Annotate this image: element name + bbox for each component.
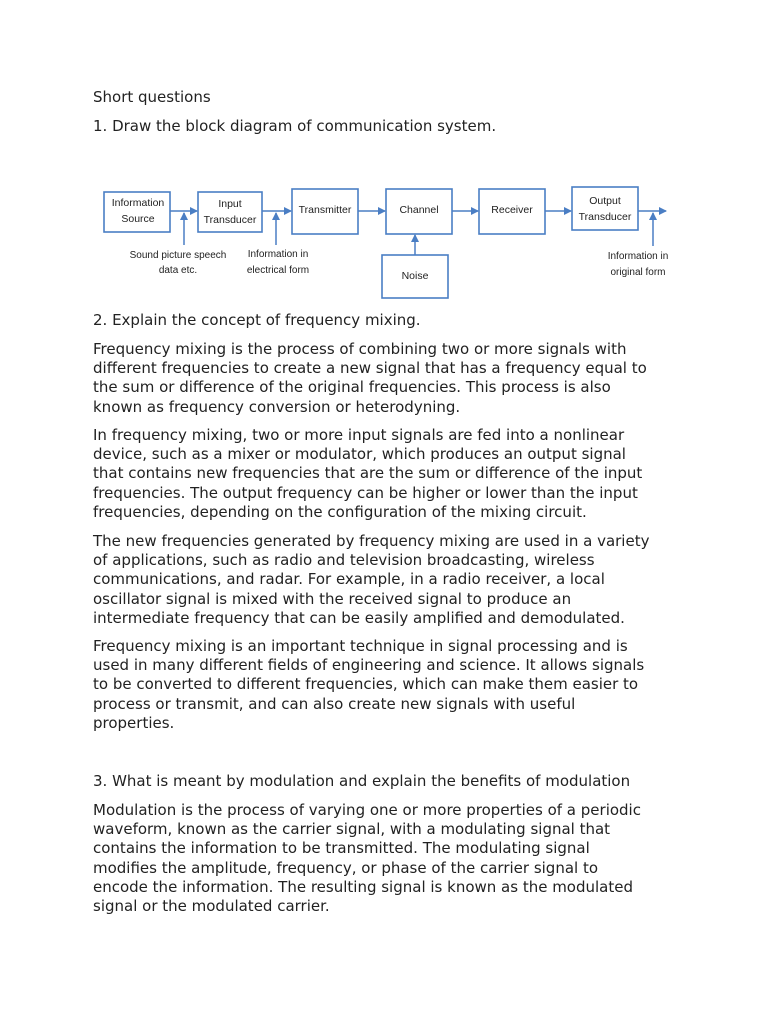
paragraph-line: In frequency mixing, two or more input signals are fed into a nonlinear — [93, 426, 625, 444]
paragraph-line: frequencies, depending on the configuration of the mixing circuit. — [93, 502, 587, 521]
paragraph-1 — [93, 340, 683, 417]
paragraph-line: encode the information. The resulting signal is known as the modulated — [93, 877, 634, 896]
question-2: 2. Explain the concept of frequency mixing. — [93, 311, 421, 329]
annotation-electrical-1: Information in — [247, 249, 309, 260]
question-1: 1. Draw the block diagram of communication system. — [93, 117, 497, 135]
label-output-transducer-1: Output — [589, 195, 621, 207]
annotation-original-2: original form — [610, 267, 666, 278]
paragraph-4 — [93, 637, 683, 733]
question-3: 3. What is meant by modulation and explain the benefits of modulation — [93, 772, 631, 790]
paragraph-line: Frequency mixing is an important technique in signal processing and is — [93, 637, 628, 655]
paragraph-line: intermediate frequency that can be easily amplified and demodulated. — [93, 608, 625, 627]
label-channel: Channel — [399, 204, 439, 216]
paragraph-line: Frequency mixing is the process of combining two or more signals with — [93, 340, 627, 358]
paragraph-line: process or transmit, and can also create new signals with useful — [93, 694, 576, 713]
paragraph-line: different frequencies to create a new signal that has a frequency equal to — [93, 359, 647, 378]
annotation-sound-1: Sound picture speech — [129, 250, 227, 261]
label-information-source-2: Source — [121, 213, 155, 225]
paragraph-line: modifies the amplitude, frequency, or phase of the carrier signal to — [93, 858, 599, 877]
paragraph-line: that contains new frequencies that are the sum or difference of the input — [93, 464, 643, 483]
block-diagram — [90, 180, 690, 310]
paragraph-line: communications, and radar. For example, in a radio receiver, a local — [93, 570, 605, 589]
label-transmitter: Transmitter — [298, 204, 352, 216]
paragraph-line: device, such as a mixer or modulator, which produces an output signal — [93, 445, 626, 464]
annotation-electrical-2: electrical form — [246, 265, 310, 276]
section-heading: Short questions — [93, 88, 211, 106]
paragraph-line: contains the information to be transmitted. The modulating signal — [93, 839, 590, 858]
label-information-source-1: Information — [111, 197, 165, 209]
paragraph-line: waveform, known as the carrier signal, with a modulating signal that — [93, 820, 611, 839]
paragraph-line: The new frequencies generated by frequency mixing are used in a variety — [93, 532, 650, 550]
paragraph-line: oscillator signal is mixed with the received signal to produce an — [93, 589, 572, 608]
paragraph-5 — [93, 801, 683, 916]
paragraph-line: of applications, such as radio and television broadcasting, wireless — [93, 551, 595, 570]
paragraph-line: the sum or difference of the original frequencies. This process is also — [93, 378, 611, 397]
label-input-transducer-2: Transducer — [203, 214, 257, 226]
label-output-transducer-2: Transducer — [578, 211, 632, 223]
paragraph-line: properties. — [93, 713, 175, 732]
paragraph-2 — [93, 426, 683, 522]
paragraph-line: frequencies. The output frequency can be higher or lower than the input — [93, 483, 638, 502]
annotation-sound-2: data etc. — [158, 265, 198, 276]
paragraph-line: signal or the modulated carrier. — [93, 897, 330, 916]
paragraph-line: used in many different fields of engineering and science. It allows signals — [93, 656, 645, 675]
label-input-transducer-1: Input — [218, 198, 242, 210]
label-receiver: Receiver — [491, 204, 533, 216]
paragraph-line: Modulation is the process of varying one or more properties of a periodic — [93, 801, 641, 819]
block-output-transducer — [572, 187, 638, 230]
label-noise: Noise — [401, 270, 429, 282]
annotation-original-1: Information in — [607, 251, 669, 262]
paragraph-line: known as frequency conversion or heterodyning. — [93, 397, 461, 416]
paragraph-3 — [93, 532, 683, 628]
paragraph-line: to be converted to different frequencies, which can make them easier to — [93, 675, 639, 694]
